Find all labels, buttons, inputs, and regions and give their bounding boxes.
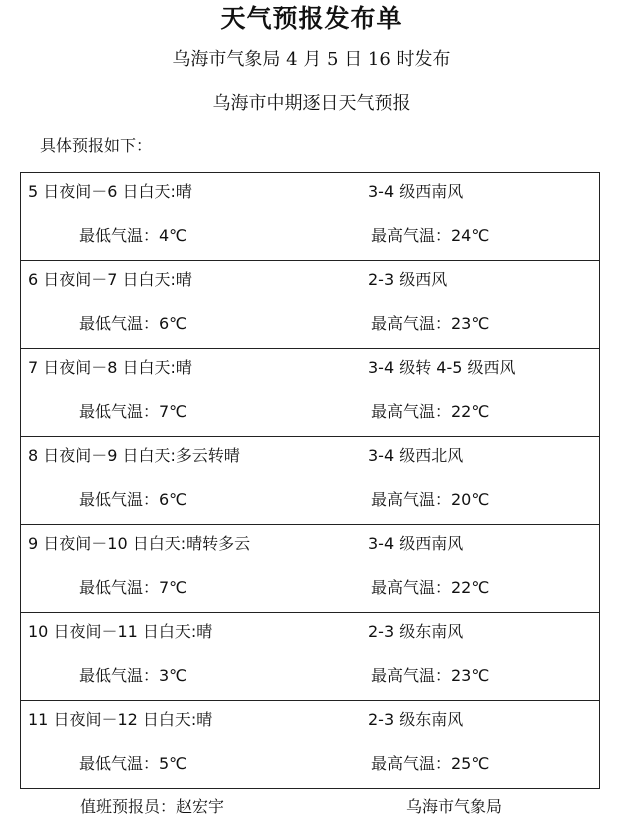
forecast-low-temp: 最低气温：6℃ <box>79 490 188 509</box>
forecast-low-temp: 最低气温：5℃ <box>79 754 188 773</box>
forecast-block <box>21 524 599 612</box>
intro-text: 具体预报如下： <box>40 136 153 155</box>
forecast-table <box>20 172 600 789</box>
forecast-high-temp: 最高气温：23℃ <box>371 314 490 333</box>
forecast-wind: 3-4 级西南风 <box>368 534 464 553</box>
forecast-high-temp: 最高气温：22℃ <box>371 578 490 597</box>
forecast-wind: 2-3 级东南风 <box>368 622 464 641</box>
issuer-line: 乌海市气象局 4 月 5 日 16 时发布 <box>172 49 451 70</box>
forecast-period: 10 日夜间－11 日白天:晴 <box>28 622 213 641</box>
forecast-low-temp: 最低气温：6℃ <box>79 314 188 333</box>
forecast-high-temp: 最高气温：24℃ <box>371 226 490 245</box>
forecast-block <box>21 436 599 524</box>
forecast-low-temp: 最低气温：7℃ <box>79 402 188 421</box>
forecast-wind: 2-3 级西风 <box>368 270 448 289</box>
issuing-agency: 乌海市气象局 <box>406 797 503 816</box>
forecast-period: 7 日夜间－8 日白天:晴 <box>28 358 192 377</box>
forecast-low-temp: 最低气温：4℃ <box>79 226 188 245</box>
forecast-wind: 3-4 级西南风 <box>368 182 464 201</box>
forecast-block <box>21 348 599 436</box>
forecast-wind: 2-3 级东南风 <box>368 710 464 729</box>
forecast-block <box>21 612 599 700</box>
forecast-low-temp: 最低气温：7℃ <box>79 578 188 597</box>
forecast-wind: 3-4 级西北风 <box>368 446 464 465</box>
forecast-high-temp: 最高气温：25℃ <box>371 754 490 773</box>
forecast-period: 9 日夜间－10 日白天:晴转多云 <box>28 534 251 553</box>
forecast-high-temp: 最高气温：22℃ <box>371 402 490 421</box>
forecast-period: 8 日夜间－9 日白天:多云转晴 <box>28 446 240 465</box>
forecast-block <box>21 260 599 348</box>
forecast-wind: 3-4 级转 4-5 级西风 <box>368 358 516 377</box>
forecast-high-temp: 最高气温：20℃ <box>371 490 490 509</box>
forecast-low-temp: 最低气温：3℃ <box>79 666 188 685</box>
forecast-high-temp: 最高气温：23℃ <box>371 666 490 685</box>
forecast-block <box>21 700 599 788</box>
document-title: 天气预报发布单 <box>220 4 403 33</box>
forecaster-signature: 值班预报员：赵宏宇 <box>80 797 225 816</box>
forecast-period: 5 日夜间－6 日白天:晴 <box>28 182 192 201</box>
forecast-period: 11 日夜间－12 日白天:晴 <box>28 710 213 729</box>
forecast-period: 6 日夜间－7 日白天:晴 <box>28 270 192 289</box>
forecast-subtitle: 乌海市中期逐日天气预报 <box>212 93 411 114</box>
forecast-block <box>21 173 599 260</box>
